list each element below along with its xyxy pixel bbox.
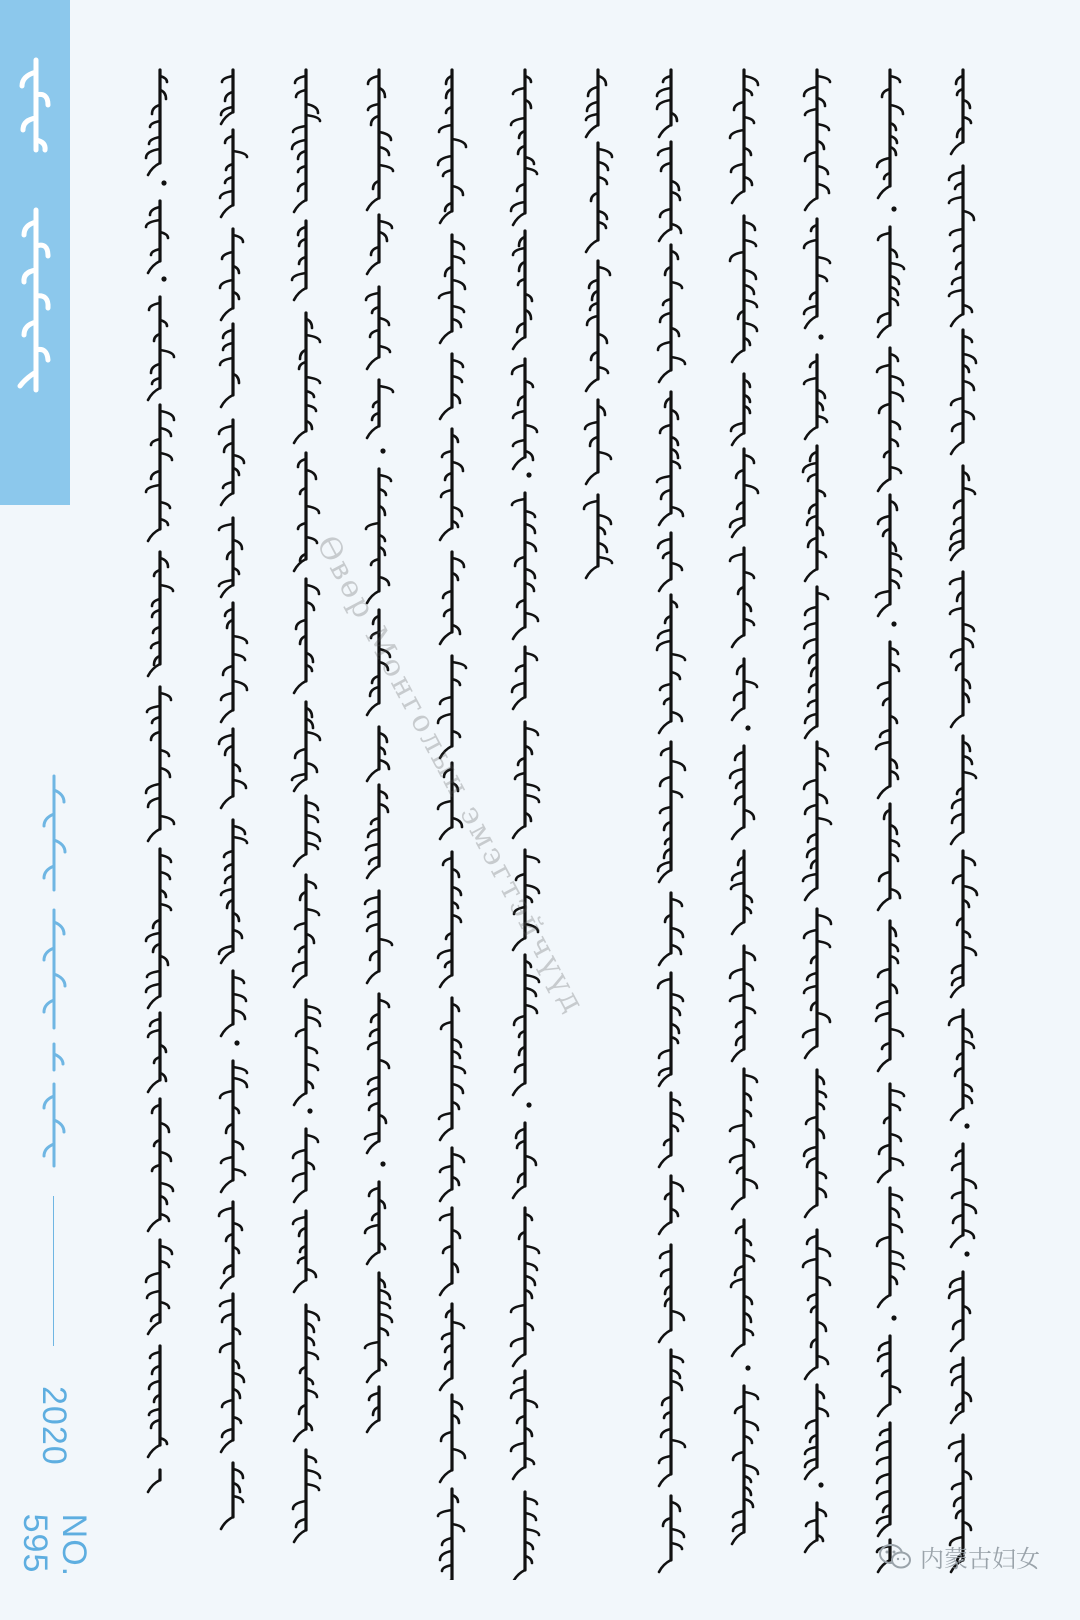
mongolian-text-columns: [120, 60, 1020, 1580]
article-body: [120, 60, 1020, 1580]
section-band: [0, 0, 70, 505]
journal-year: 2020: [35, 1386, 74, 1466]
watermark: Өвөр Монголын эмэгтэйчүүд: [309, 530, 592, 1021]
text-column: [803, 70, 831, 1552]
text-column: [146, 70, 174, 1492]
journal-rule: [54, 1196, 55, 1346]
text-column: [949, 70, 977, 1572]
text-column: [730, 70, 758, 1544]
journal-title-mongolian: [34, 770, 74, 1170]
text-column: [584, 70, 612, 578]
text-column: [365, 70, 393, 1432]
wechat-brand: [878, 1539, 1040, 1574]
section-title-mongolian: [0, 0, 70, 505]
text-column: [876, 70, 904, 1572]
wechat-icon: [878, 1543, 912, 1571]
text-column: [292, 70, 320, 1542]
text-column: [657, 70, 685, 1572]
journal-info: [16, 770, 93, 1578]
text-column: [219, 70, 247, 1529]
journal-issue: NO. 595: [16, 1513, 93, 1578]
brand-name: 内蒙古妇女: [920, 1545, 1040, 1573]
text-column: [511, 70, 539, 1580]
